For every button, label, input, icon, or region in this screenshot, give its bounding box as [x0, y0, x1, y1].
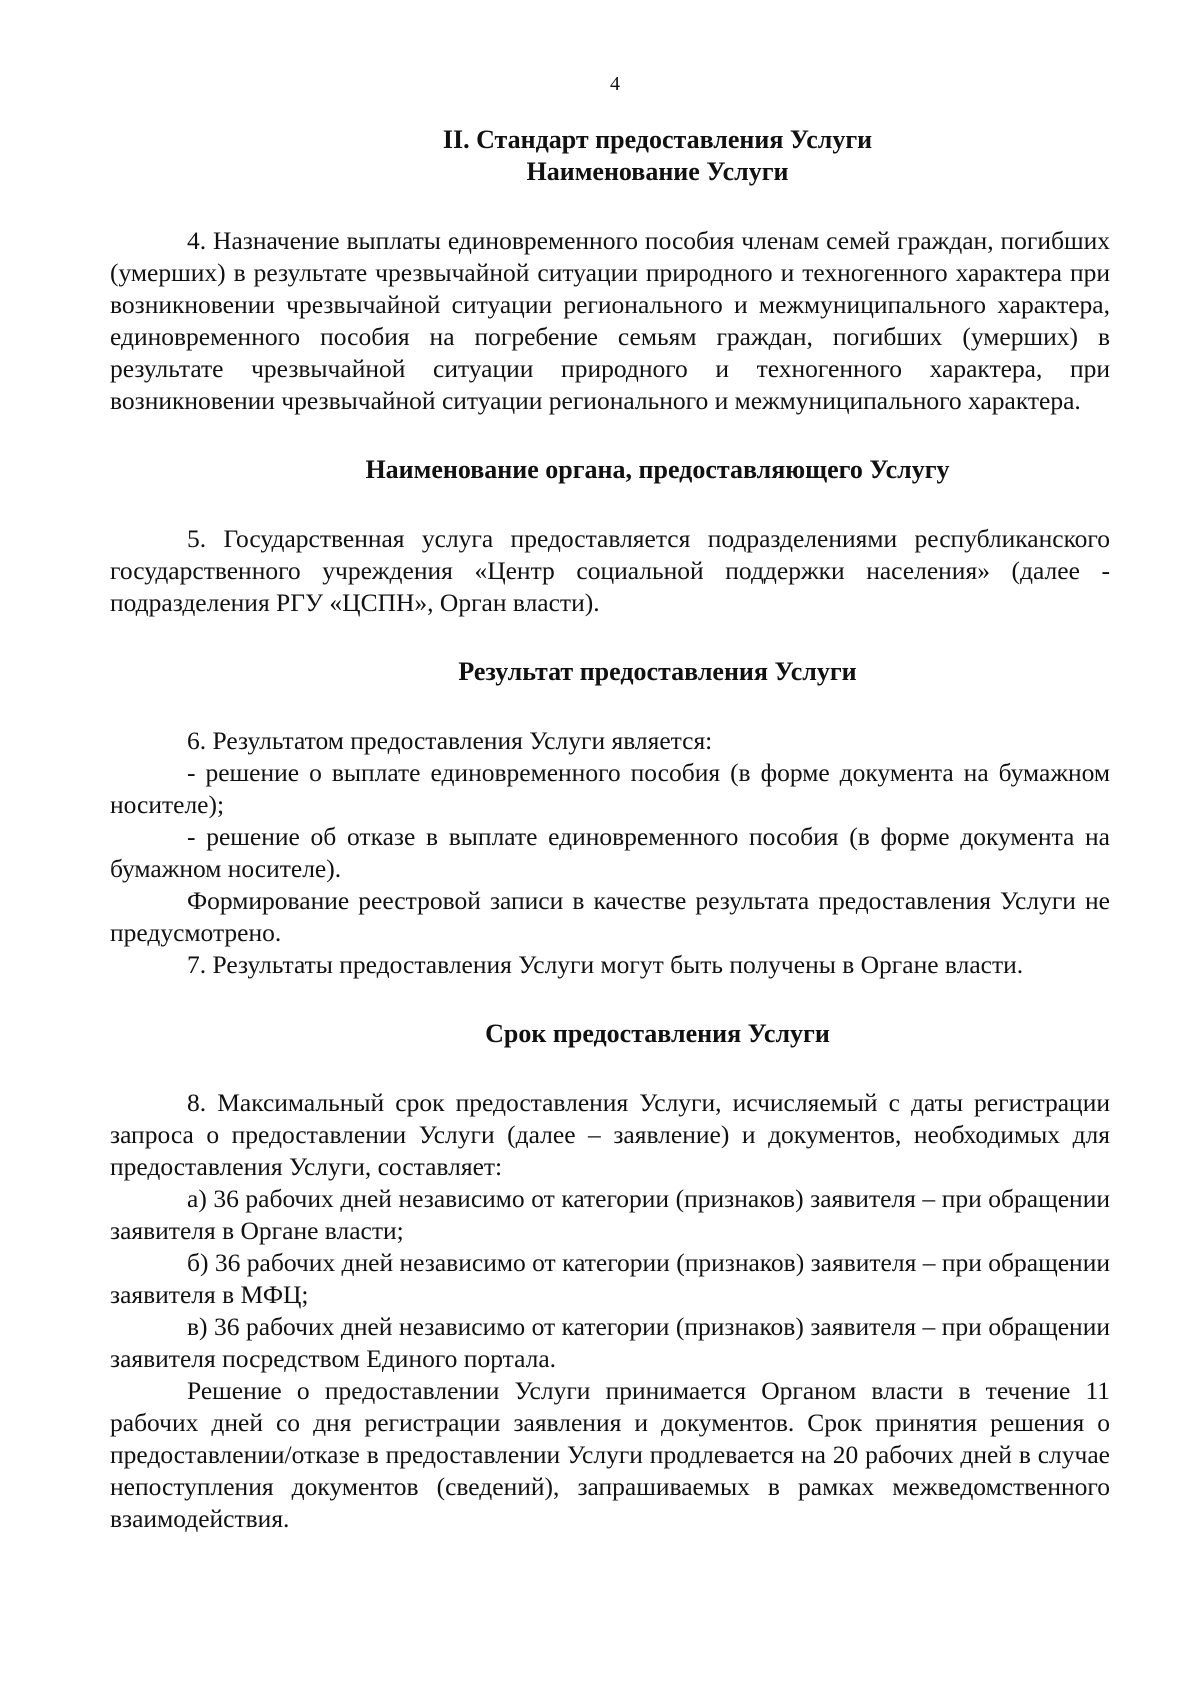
heading-organ: Наименование органа, предоставляющего Услугу — [365, 455, 950, 484]
paragraph-8-decision: Решение о предоставлении Услуги принимается Органом власти в течение 11 рабочих дней со дня регистрации заявления и документов. Срок принятия решения о предоставлении/отказе в предоставлении Услуги продлевается на 20 рабочих дней в случае непоступления документов (сведений), запрашиваемых в рамках межведомственного взаимодействия. — [110, 1376, 1110, 1533]
heading-result: Результат предоставления Услуги — [458, 657, 857, 686]
heading-service-name: Наименование Услуги — [526, 157, 789, 186]
paragraph-8: 8. Максимальный срок предоставления Услуги, исчисляемый с даты регистрации запроса о предоставлении Услуги (далее – заявление) и документов, необходимых для предоставления Услуги, составляет: — [110, 1088, 1110, 1181]
page-number: 4 — [610, 73, 620, 95]
document-body — [110, 124, 1110, 1535]
paragraph-6: 6. Результатом предоставления Услуги является: — [187, 726, 713, 755]
heading-term: Срок предоставления Услуги — [485, 1019, 830, 1048]
paragraph-5: 5. Государственная услуга предоставляется подразделениями республиканского государственного учреждения «Центр социальной поддержки населения» (далее - подразделения РГУ «ЦСПН», Орган власти). — [110, 524, 1110, 617]
paragraph-6-item-a: - решение о выплате единовременного пособия (в форме документа на бумажном носителе); — [110, 758, 1110, 819]
paragraph-6-item-b: - решение об отказе в выплате единовременного пособия (в форме документа на бумажном носителе). — [110, 822, 1110, 883]
paragraph-8-item-b: б) 36 рабочих дней независимо от категории (признаков) заявителя – при обращении заявителя в МФЦ; — [110, 1248, 1110, 1309]
paragraph-6-note: Формирование реестровой записи в качестве результата предоставления Услуги не предусмотрено. — [110, 886, 1110, 947]
paragraph-7: 7. Результаты предоставления Услуги могут быть получены в Органе власти. — [187, 950, 1024, 979]
paragraph-8-item-a: а) 36 рабочих дней независимо от категории (признаков) заявителя – при обращении заявителя в Органе власти; — [110, 1184, 1110, 1245]
paragraph-4: 4. Назначение выплаты единовременного пособия членам семей граждан, погибших (умерших) в результате чрезвычайной ситуации природного и техногенного характера при возникновении чрезвычайной ситуации регионального и межмуниципального характера, единовременного пособия на погребение семьям граждан, погибших (умерших) в результате чрезвычайной ситуации природного и техногенного характера, при возникновении чрезвычайной ситуации регионального и межмуниципального характера. — [110, 226, 1110, 415]
paragraph-8-item-c: в) 36 рабочих дней независимо от категории (признаков) заявителя – при обращении заявителя посредством Единого портала. — [110, 1312, 1110, 1373]
section-title: II. Стандарт предоставления Услуги — [442, 125, 873, 154]
